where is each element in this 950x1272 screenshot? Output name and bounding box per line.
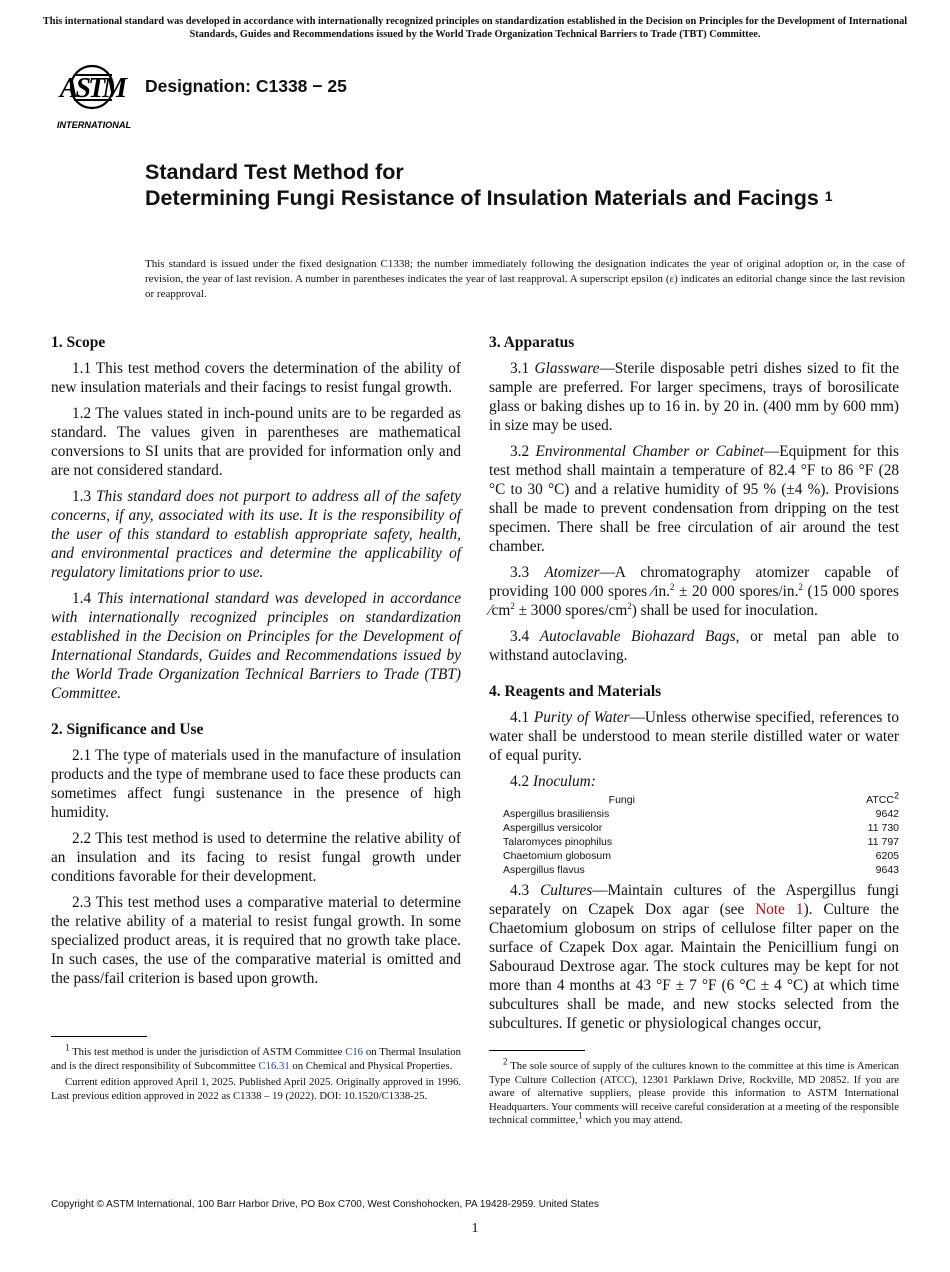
page-number: 1 xyxy=(471,1221,479,1236)
para-3-2: 3.2 Environmental Chamber or Cabinet—Equipment for this test method shall maintain a temperature of 82.4 °F to 86 °F (28 °C to 30 °C) and a relative humidity of 95 % (±4 %). Provisions shall be made to prevent condensation from dripping on the test specimen. There shall be free circulation of air around the test chamber. xyxy=(489,443,900,555)
col-atcc: ATCC$^2$ xyxy=(866,790,899,806)
section-heading-reagents: 4. Reagents and Materials xyxy=(489,683,662,700)
para-4-1: 4.1 Purity of Water—Unless otherwise specified, references to water shall be understood to mean sterile distilled water or water of equal purity. xyxy=(489,709,899,764)
copyright: Copyright © ASTM International, 100 Barr Harbor Drive, PO Box C700, West Conshohocken, PA 19428-2959. United States xyxy=(51,1199,599,1210)
fungi-name: Aspergillus versicolor xyxy=(503,822,603,834)
fungi-name: Chaetomium globosum xyxy=(503,850,611,862)
para-4-3: 4.3 Cultures—Maintain cultures of the Aspergillus fungi separately on Czapek Dox agar (see Note 1). Culture the Chaetomium globosum on strips of cellulose filter paper on the surface of Czapek Dox agar. Maintain the Penicillium fungi on Sabouraud Dextrose agar. The stock cultures may be kept for not more than 4 months at 43 °F ± 7 °F (6 °C ± 4 °C) at which time subcultures shall be made, and new stocks selected from the subcultures. If genetic or physiological changes occur, xyxy=(489,882,900,1032)
para-1-4: 1.4 This international standard was developed in accordance with internationally recognized principles on standardization established in the Decision on Principles for the Development of International Standards, Guides and Recommendations issued by the World Trade Organization Technical Barriers to Trade (TBT) Committee. xyxy=(51,590,461,702)
fungi-name: Aspergillus brasiliensis xyxy=(503,808,610,820)
table-row xyxy=(503,849,899,863)
right-column xyxy=(489,333,899,1040)
note-1-link[interactable]: Note 1 xyxy=(755,901,804,918)
footnote-rule-left xyxy=(51,1036,147,1037)
para-1-2: 1.2 The values stated in inch-pound units are to be regarded as standard. The values given in parentheses are mathematical conversions to SI units that are provided for information only and are not considered standard. xyxy=(51,405,461,479)
title-footnote-mark: 1 xyxy=(824,188,833,204)
designation: Designation: C1338 − 25 xyxy=(145,76,347,96)
section-heading-significance: 2. Significance and Use xyxy=(51,721,204,738)
atcc-number: 11 730 xyxy=(867,822,899,834)
para-1-1: 1.1 This test method covers the determination of the ability of new insulation materials and their facings to resist fungal growth. xyxy=(51,360,461,396)
footnote-rule-right xyxy=(489,1050,585,1051)
table-row xyxy=(503,835,899,849)
logo-letters: ASTM xyxy=(59,73,125,104)
c16-link[interactable]: C16 xyxy=(345,1046,364,1058)
para-2-2: 2.2 This test method is used to determine the relative ability of an insulation and its facing to resist fungal growth under conditions favorable for their development. xyxy=(51,830,461,885)
atcc-number: 9642 xyxy=(875,808,899,820)
page-title xyxy=(145,159,865,211)
fungi-name: Aspergillus flavus xyxy=(503,864,585,876)
fungi-name: Talaromyces pinophilus xyxy=(503,836,613,848)
footnote-1: $^1$ This test method is under the jurisdiction of ASTM Committee C16 on Thermal Insulation and is the direct responsibility of Subcommittee C16.31 on Chemical and Physical Properties. Current edition approved April 1, 2025. Published April 2025. Originally approved in 1996. Last previous edition approved in 2022 as C1338 – 19 (2022). DOI: 10.1520/C1338-25. xyxy=(51,1042,461,1102)
logo-text: INTERNATIONAL xyxy=(56,120,132,130)
c16-31-link[interactable]: C16.31 xyxy=(258,1059,290,1072)
header-notice: This international standard was developed in accordance with internationally recognized principles on standardization established in the Decision on Principles for the Development of International Standards, Guides and Recommendations issued by the World Trade Organization Technical Barriers to Trade (TBT) Committee. xyxy=(42,16,908,40)
para-4-2: 4.2 Inoculum: xyxy=(510,773,596,790)
issued-note: This standard is issued under the fixed designation C1338; the number immediately following the designation indicates the year of original adoption or, in the case of revision, the year of last revision. A number in parentheses indicates the year of last reapproval. A superscript epsilon (ε) indicates an editorial change since the last revision or reapproval. xyxy=(145,258,905,300)
table-header-row xyxy=(503,793,899,807)
astm-logo-icon xyxy=(52,55,136,131)
footnote-2: $^2$ The sole source of supply of the cultures known to the committee at this time is American Type Culture Collection (ATCC), 12301 Parklawn Drive, Rockville, MD 20852. If you are aware of alternative suppliers, please provide this information to ASTM International Headquarters. Your comments will receive careful consideration at a meeting of the responsible technical committee,$^1$ which you may attend. xyxy=(489,1056,899,1126)
atcc-number: 11 797 xyxy=(867,836,899,848)
left-column xyxy=(51,333,461,995)
section-heading-apparatus: 3. Apparatus xyxy=(489,334,575,351)
atcc-number: 9643 xyxy=(875,864,899,876)
table-row xyxy=(503,821,899,835)
title-line-1: Standard Test Method for xyxy=(145,160,404,184)
title-line-2: Determining Fungi Resistance of Insulation Materials and Facings $^1$ xyxy=(145,186,833,210)
para-2-3: 2.3 This test method uses a comparative material to determine the relative ability of a material to resist fungal growth. In some specialized product areas, it is required that no growth take place. In such cases, the use of the comparative material is omitted and the pass/fail criterion is based upon growth. xyxy=(51,894,461,987)
para-2-1: 2.1 The type of materials used in the manufacture of insulation products and the type of membrane used to face these products can sometimes affect fungi sustenance in the presence of high humidity. xyxy=(51,747,461,821)
atcc-number: 6205 xyxy=(875,850,899,862)
para-3-1: 3.1 Glassware—Sterile disposable petri dishes sized to fit the sample are preferred. For larger specimens, trays of borosilicate glass or baking dishes up to 16 in. by 20 in. (400 mm by 600 mm) in size may be used. xyxy=(489,360,899,434)
section-heading-scope: 1. Scope xyxy=(51,334,106,351)
col-fungi: Fungi xyxy=(608,794,635,806)
para-1-3: 1.3 This standard does not purport to address all of the safety concerns, if any, associated with its use. It is the responsibility of the user of this standard to establish appropriate safety, health, and environmental practices and determine the applicability of regulatory limitations prior to use. xyxy=(51,488,462,581)
table-row xyxy=(503,863,899,877)
para-3-4: 3.4 Autoclavable Biohazard Bags, or metal pan able to withstand autoclaving. xyxy=(489,628,899,664)
inoculum-table xyxy=(503,790,899,877)
para-3-3: 3.3 Atomizer—A chromatography atomizer capable of providing 100 000 spores ⁄in.$^2$ ± 20 000 spores/in.$^2$ (15 000 spores $⁄cm^2 \pm 3000$ spores/$cm^2$) shall be used for inoculation. xyxy=(489,564,899,619)
table-row xyxy=(503,807,899,821)
